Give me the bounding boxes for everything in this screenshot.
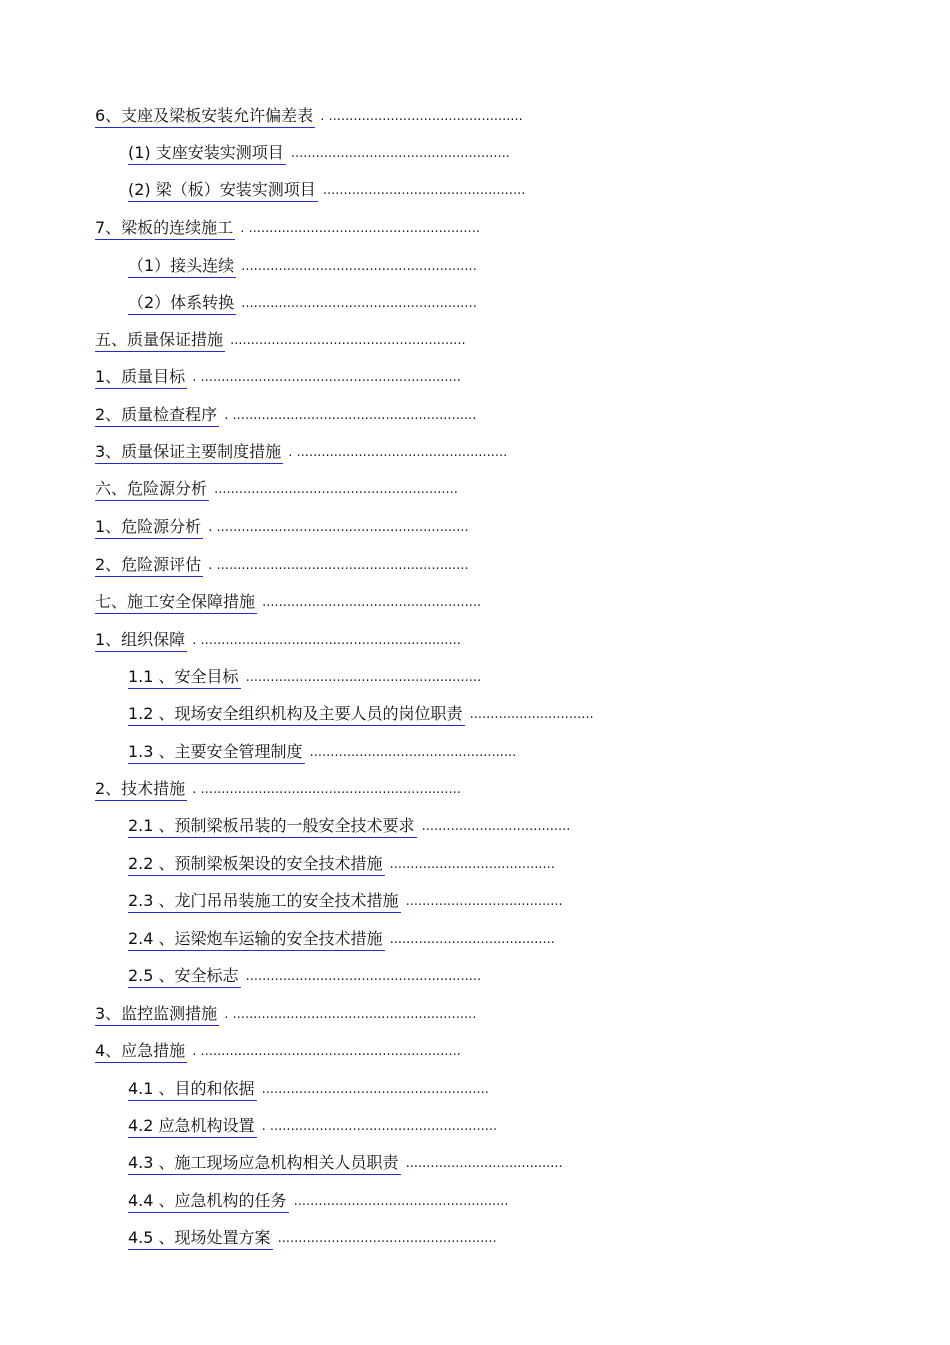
toc-entry-label[interactable]: 4.3 、施工现场应急机构相关人员职责 [128, 1152, 401, 1175]
toc-entry-label[interactable]: 2.1 、预制梁板吊装的一般安全技术要求 [128, 815, 417, 838]
toc-leader-dots: . ............................................................. [208, 519, 469, 535]
toc-entry-label[interactable]: 4.5 、现场处置方案 [128, 1227, 273, 1250]
toc-entry[interactable] [128, 252, 477, 280]
toc-entry-label[interactable]: 1、组织保障 [95, 629, 187, 652]
toc-entry-label[interactable]: 6、支座及梁板安装允许偏差表 [95, 105, 315, 128]
toc-entry-label[interactable]: 1.2 、现场安全组织机构及主要人员的岗位职责 [128, 703, 465, 726]
toc-entry-label[interactable]: 2、质量检查程序 [95, 404, 219, 427]
toc-entry-label[interactable]: （1）接头连续 [128, 255, 236, 278]
toc-leader-dots: ......................................................... [241, 258, 477, 274]
toc-leader-dots: ........................................ [389, 931, 555, 947]
toc-entry-label[interactable]: 7、梁板的连续施工 [95, 217, 235, 240]
toc-leader-dots: ..................................................... [290, 145, 510, 161]
toc-entry[interactable] [95, 363, 461, 391]
toc-entry-label[interactable]: 4、应急措施 [95, 1040, 187, 1063]
toc-entry[interactable] [128, 1149, 563, 1177]
toc-entry[interactable] [128, 1224, 497, 1252]
toc-leader-dots: . ............................................................... [192, 632, 461, 648]
toc-entry[interactable] [128, 1075, 489, 1103]
toc-entry-label[interactable]: 七、施工安全保障措施 [95, 591, 257, 614]
toc-entry-label[interactable]: 2.5 、安全标志 [128, 965, 241, 988]
toc-entry[interactable] [95, 102, 523, 130]
toc-entry-label[interactable]: 2.2 、预制梁板架设的安全技术措施 [128, 853, 385, 876]
toc-entry[interactable] [95, 1000, 476, 1028]
toc-entry[interactable] [128, 925, 555, 953]
toc-entry[interactable] [128, 738, 516, 766]
toc-entry-label[interactable]: (2) 梁（板）安装实测项目 [128, 179, 318, 202]
toc-leader-dots: ...................................... [405, 1155, 563, 1171]
toc-leader-dots: ................................................. [322, 182, 526, 198]
toc-leader-dots: .................................... [421, 818, 571, 834]
toc-leader-dots: . ............................................................... [192, 369, 461, 385]
toc-leader-dots: . ............................................................. [208, 557, 469, 573]
toc-entry[interactable] [128, 176, 525, 204]
toc-leader-dots: ......................................................... [245, 669, 482, 685]
toc-leader-dots: . ............................................................... [192, 781, 461, 797]
toc-leader-dots: ..................................................... [262, 594, 482, 610]
toc-entry-label[interactable]: 2.4 、运梁炮车运输的安全技术措施 [128, 928, 385, 951]
toc-entry[interactable] [128, 887, 563, 915]
toc-entry[interactable] [95, 438, 507, 466]
toc-entry[interactable] [128, 700, 594, 728]
toc-entry-label[interactable]: 1、危险源分析 [95, 516, 203, 539]
toc-entry-label[interactable]: 1.1 、安全目标 [128, 666, 241, 689]
toc-entry[interactable] [128, 139, 510, 167]
toc-entry-label[interactable]: 2、技术措施 [95, 778, 187, 801]
toc-leader-dots: . ........................................................... [224, 407, 477, 423]
toc-leader-dots: ......................................................... [241, 295, 477, 311]
toc-entry[interactable] [95, 626, 461, 654]
toc-entry-label[interactable]: 2、危险源评估 [95, 554, 203, 577]
toc-leader-dots: .............................. [469, 706, 594, 722]
toc-entry[interactable] [128, 1187, 509, 1215]
toc-entry-label[interactable]: 1.3 、主要安全管理制度 [128, 741, 305, 764]
toc-entry[interactable] [128, 812, 570, 840]
toc-entry-label[interactable]: 六、危险源分析 [95, 478, 209, 501]
toc-leader-dots: ........................................................... [214, 481, 458, 497]
toc-entry[interactable] [95, 551, 469, 579]
toc-leader-dots: .................................................. [309, 744, 517, 760]
toc-leader-dots: ......................................................... [230, 332, 466, 348]
toc-entry[interactable] [95, 214, 480, 242]
toc-entry[interactable] [128, 289, 477, 317]
toc-entry-label[interactable]: 4.2 应急机构设置 [128, 1115, 257, 1138]
toc-entry-label[interactable]: 五、质量保证措施 [95, 329, 225, 352]
toc-leader-dots: . ............................................................... [192, 1043, 461, 1059]
toc-leader-dots: ....................................................... [261, 1081, 489, 1097]
toc-entry[interactable] [95, 775, 461, 803]
toc-entry-label[interactable]: 4.1 、目的和依据 [128, 1078, 257, 1101]
toc-leader-dots: ........................................ [389, 856, 555, 872]
toc-leader-dots: . ....................................................... [261, 1118, 498, 1134]
toc-entry-label[interactable]: 2.3 、龙门吊吊装施工的安全技术措施 [128, 890, 401, 913]
toc-entry-label[interactable]: 3、监控监测措施 [95, 1003, 219, 1026]
toc-entry-label[interactable]: 1、质量目标 [95, 366, 187, 389]
toc-leader-dots: . ............................................... [320, 108, 523, 124]
toc-leader-dots: . ........................................................ [240, 220, 480, 236]
toc-entry[interactable] [95, 588, 481, 616]
toc-leader-dots: ..................................................... [277, 1230, 497, 1246]
toc-leader-dots: ......................................................... [245, 968, 482, 984]
toc-leader-dots: . ........................................................... [224, 1006, 477, 1022]
toc-entry-label[interactable]: 3、质量保证主要制度措施 [95, 441, 283, 464]
toc-entry[interactable] [95, 513, 469, 541]
toc-entry-label[interactable]: （2）体系转换 [128, 292, 236, 315]
toc-entry[interactable] [128, 962, 481, 990]
toc-entry[interactable] [95, 475, 458, 503]
toc-entry[interactable] [128, 850, 555, 878]
toc-entry[interactable] [128, 663, 481, 691]
toc-leader-dots: .................................................... [293, 1193, 509, 1209]
toc-entry-label[interactable]: (1) 支座安装实测项目 [128, 142, 286, 165]
toc-entry-label[interactable]: 4.4 、应急机构的任务 [128, 1190, 289, 1213]
toc-leader-dots: ...................................... [405, 893, 563, 909]
toc-leader-dots: . ................................................... [288, 444, 508, 460]
toc-entry[interactable] [95, 326, 466, 354]
toc-entry[interactable] [128, 1112, 497, 1140]
toc-entry[interactable] [95, 1037, 461, 1065]
toc-entry[interactable] [95, 401, 476, 429]
